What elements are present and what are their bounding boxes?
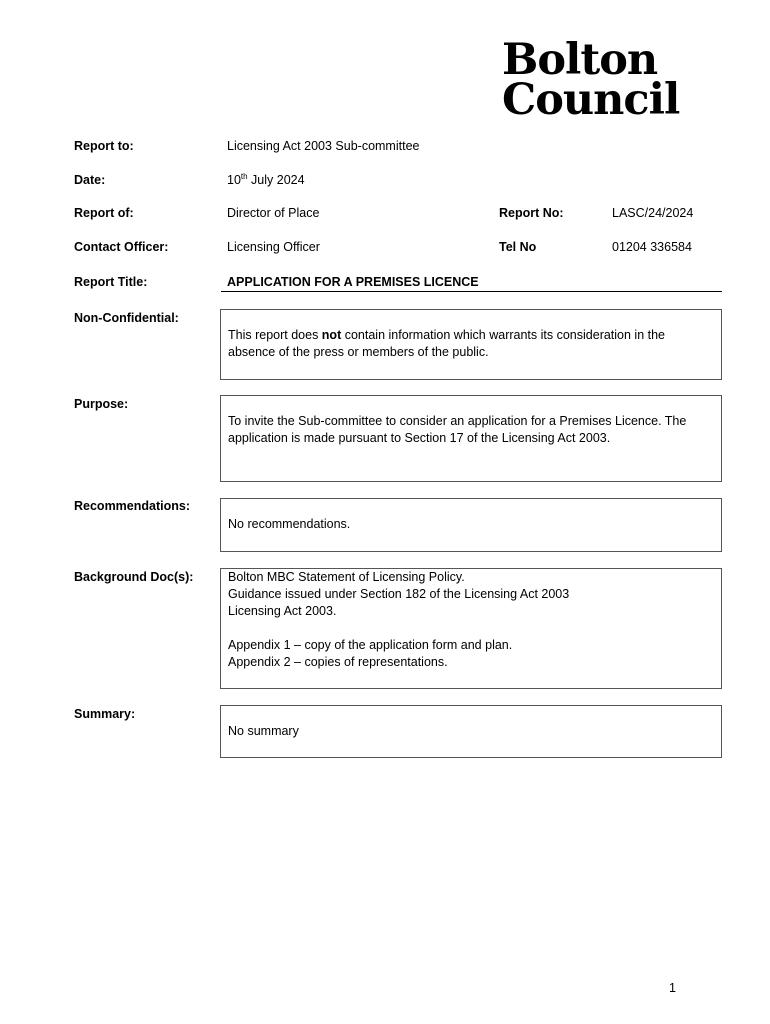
tel-no-label: Tel No (499, 240, 537, 254)
logo-line-1: Bolton (502, 35, 658, 85)
tel-no-value: 01204 336584 (612, 240, 692, 254)
report-title-underline (221, 291, 722, 292)
report-title-label: Report Title: (74, 275, 148, 289)
report-no-label: Report No: (499, 206, 564, 220)
recommendations-box (220, 498, 722, 552)
purpose-box (220, 395, 722, 482)
report-no-value: LASC/24/2024 (612, 206, 694, 220)
date-day: 10 (227, 173, 241, 187)
date-suffix: th (240, 172, 248, 181)
spacer (228, 620, 713, 637)
purpose-label: Purpose: (74, 397, 129, 411)
background-docs-box (220, 568, 722, 689)
emphasis-not: not (321, 328, 342, 342)
background-doc-item: Bolton MBC Statement of Licensing Policy. (228, 570, 465, 584)
contact-officer-label: Contact Officer: (74, 240, 169, 254)
recommendations-label: Recommendations: (74, 499, 190, 513)
recommendations-text: No recommendations. (228, 517, 351, 531)
contact-officer-value: Licensing Officer (227, 240, 320, 254)
non-confidential-text: This report does not contain information which warrants its consideration in the absence of the press or members of the public. (228, 328, 666, 359)
summary-label: Summary: (74, 707, 136, 721)
non-confidential-label: Non-Confidential: (74, 311, 179, 325)
report-to-value: Licensing Act 2003 Sub-committee (227, 139, 420, 153)
summary-text: No summary (228, 724, 299, 738)
report-of-value: Director of Place (227, 206, 320, 220)
report-to-label: Report to: (74, 139, 134, 153)
non-confidential-box (220, 309, 722, 380)
page-number: 1 (669, 981, 676, 995)
bolton-council-logo (502, 35, 702, 125)
date-value (227, 173, 305, 187)
background-doc-item: Appendix 1 – copy of the application form and plan. (228, 638, 513, 652)
background-doc-item: Licensing Act 2003. (228, 604, 337, 618)
report-title-value: APPLICATION FOR A PREMISES LICENCE (227, 275, 479, 289)
logo-line-2: Council (502, 75, 680, 125)
purpose-text: To invite the Sub-committee to consider an application for a Premises Licence. The application is made pursuant to Section 17 of the Licensing Act 2003. (228, 414, 687, 445)
date-month-year: July 2024 (247, 173, 305, 187)
background-docs-label: Background Doc(s): (74, 570, 194, 584)
background-doc-item: Appendix 2 – copies of representations. (228, 655, 448, 669)
report-of-label: Report of: (74, 206, 134, 220)
background-doc-item: Guidance issued under Section 182 of the Licensing Act 2003 (228, 587, 570, 601)
summary-box (220, 705, 722, 758)
date-label: Date: (74, 173, 106, 187)
